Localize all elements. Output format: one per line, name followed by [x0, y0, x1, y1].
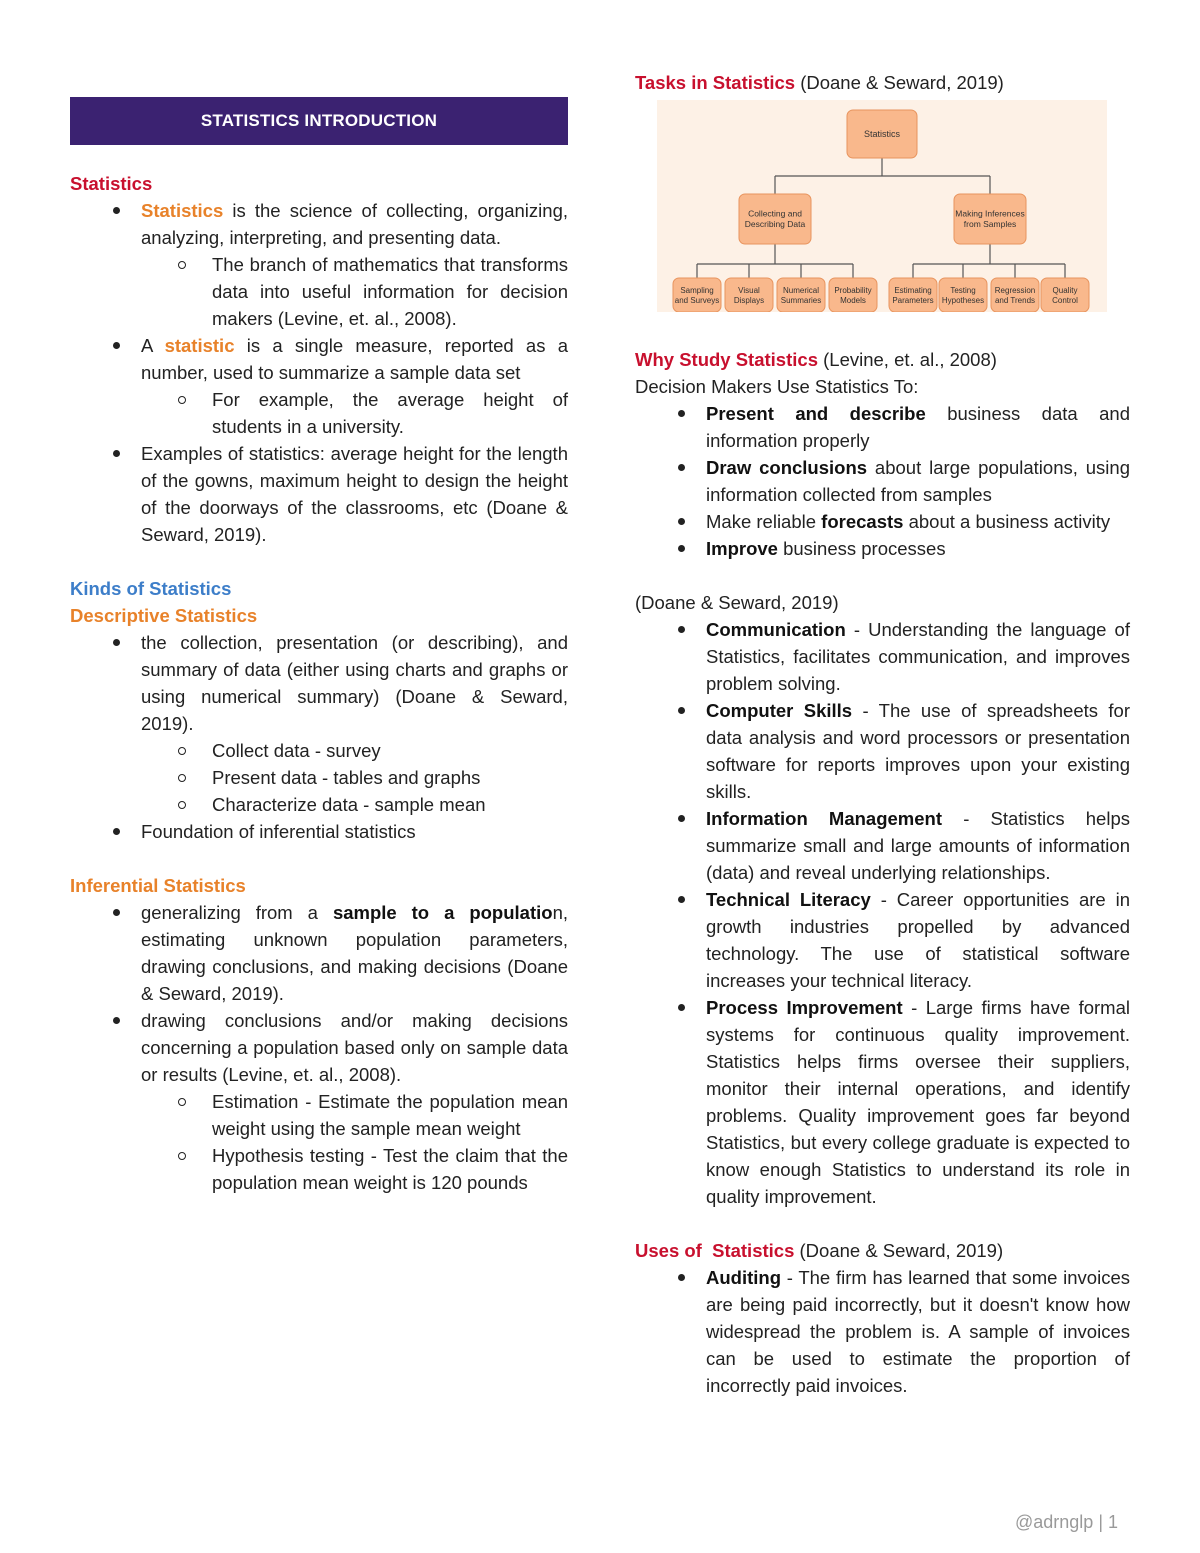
sub-item: Hypothesis testing - Test the claim that the population mean weight is 120 pounds	[70, 1142, 568, 1196]
keyword: Technical Literacy	[706, 889, 871, 910]
diagram-label: Quality	[1052, 285, 1078, 295]
list-item	[635, 1264, 1130, 1399]
diagram-label: Control	[1052, 295, 1078, 305]
item-text: about large populations, using information collected from samples	[706, 457, 1130, 505]
item-text: - The use of spreadsheets for data analysis and word processors or presentation software for reports improves upon your existing skills.	[706, 700, 1130, 802]
tasks-heading: Tasks in Statistics (Doane & Seward, 2019)	[635, 72, 1004, 93]
sub-list	[70, 251, 568, 332]
diagram-label: Statistics	[863, 129, 901, 140]
why-intro: Decision Makers Use Statistics To:	[635, 376, 919, 397]
diagram-label: Sampling	[680, 285, 714, 295]
keyword: Auditing	[706, 1267, 782, 1288]
uses-heading: Uses of Statistics (Doane & Seward, 2019)	[635, 1240, 1004, 1261]
item-text: is a single measure, reported as a number, used to summarize a sample data set	[141, 335, 568, 383]
sub-item: The branch of mathematics that transforms data into useful information for decision makers (Levine, et. al., 2008).	[70, 251, 568, 332]
right-column-body	[635, 346, 1130, 1399]
sub-item: Collect data - survey	[70, 737, 568, 764]
sub-list	[70, 1088, 568, 1196]
sub-item: Characterize data - sample mean	[70, 791, 568, 818]
item-text: A	[141, 335, 165, 356]
diagram-label: from Samples	[963, 219, 1017, 230]
diagram-root-box	[847, 110, 917, 158]
doane-citation: (Doane & Seward, 2019)	[635, 592, 839, 613]
diagram-branch-box	[954, 194, 1026, 244]
right-column	[635, 69, 1130, 96]
why-list	[635, 400, 1130, 562]
keyword: Process Improvement	[706, 997, 903, 1018]
item-text: business data and information properly	[706, 403, 1131, 451]
diagram-leaf-box	[1041, 278, 1089, 312]
citation: (Doane & Seward, 2019)	[795, 72, 1004, 93]
keyword: forecasts	[821, 511, 904, 532]
item-text: - Career opportunities are in growth industries propelled by advanced technology. The use of statistical software increases your technical literacy.	[706, 889, 1131, 991]
diagram-leaf-box	[829, 278, 877, 312]
list-item	[635, 400, 1130, 454]
kinds-heading: Kinds of Statistics	[70, 578, 232, 599]
keyword: Statistics	[141, 200, 224, 221]
list-item	[635, 535, 1130, 562]
sub-item: Present data - tables and graphs	[70, 764, 568, 791]
citation: (Levine, et. al., 2008)	[817, 349, 997, 370]
diagram-label: Models	[840, 295, 866, 305]
item-text: drawing conclusions and/or making decisions concerning a population based only on sample data or results (Levine, et. al., 2008).	[141, 1010, 568, 1085]
tasks-diagram-svg	[657, 100, 1107, 312]
list-item	[635, 508, 1130, 535]
diagram-leaf-box	[939, 278, 987, 312]
item-text: generalizing from a	[141, 902, 333, 923]
sub-list	[70, 737, 568, 818]
item-text: - Large firms have formal systems for continuous quality improvement. Statistics helps firms oversee their suppliers, monitor their internal operations, and identify problems. Quality improvement goes far beyond Statistics, but every college graduate is expected to know enough Statistics to understand its role in quality improvement.	[706, 997, 1130, 1207]
keyword: statistic	[164, 335, 235, 356]
descriptive-list	[70, 629, 568, 845]
diagram-label: Regression	[994, 285, 1036, 295]
citation: (Doane & Seward, 2019)	[794, 1240, 1004, 1261]
item-text: - Statistics helps summarize small and large amounts of information (data) and reveal underlying relationships.	[706, 808, 1130, 883]
diagram-leaf-box	[889, 278, 937, 312]
item-text: - The firm has learned that some invoices are being paid incorrectly, but it doesn't know how widespread the problem is. A sample of invoices can be used to estimate the proportion of incorrectly paid invoices.	[706, 1267, 1130, 1396]
list-item	[635, 697, 1130, 805]
diagram-label: and Trends	[994, 295, 1036, 305]
item-text: n, estimating unknown population parameters, drawing conclusions, and making decisions (Doane & Seward, 2019).	[141, 902, 568, 1004]
sub-list	[70, 386, 568, 440]
diagram-leaf-box	[991, 278, 1039, 312]
diagram-label: Estimating	[894, 285, 932, 295]
left-column	[70, 170, 568, 1196]
item-text: business processes	[777, 538, 946, 559]
list-item	[70, 629, 568, 818]
diagram-branch-box	[739, 194, 811, 244]
diagram-label: Parameters	[892, 295, 934, 305]
list-item	[635, 886, 1130, 994]
diagram-label: Summaries	[780, 295, 822, 305]
statistics-list	[70, 197, 568, 548]
list-item	[635, 454, 1130, 508]
list-item: Examples of statistics: average height for the length of the gowns, maximum height to design the height of the doorways of the classrooms, etc (Doane & Seward, 2019).	[70, 440, 568, 548]
keyword: sample to a populatio	[332, 902, 553, 923]
list-item	[70, 899, 568, 1007]
list-item	[635, 616, 1130, 697]
keyword: Computer Skills	[706, 700, 853, 721]
item-text: - Understanding the language of Statistics, facilitates communication, and improves problem solving.	[706, 619, 1130, 694]
diagram-label: and Surveys	[674, 295, 720, 305]
diagram-label: Visual	[738, 285, 760, 295]
list-item	[70, 197, 568, 332]
doane-list	[635, 616, 1130, 1210]
diagram-label: Collecting and	[748, 208, 802, 219]
title-banner: STATISTICS INTRODUCTION	[70, 97, 568, 145]
diagram-leaf-box	[777, 278, 825, 312]
diagram-label: Displays	[733, 295, 765, 305]
tasks-diagram	[657, 100, 1107, 312]
list-item	[635, 994, 1130, 1210]
diagram-label: Probability	[834, 285, 872, 295]
item-text: about a business activity	[903, 511, 1111, 532]
descriptive-heading: Descriptive Statistics	[70, 605, 258, 626]
keyword: Improve	[706, 538, 778, 559]
list-item	[70, 1007, 568, 1196]
diagram-leaf-box	[673, 278, 721, 312]
statistics-heading: Statistics	[70, 173, 153, 194]
diagram-label: Numerical	[782, 285, 820, 295]
keyword: Draw conclusions	[706, 457, 868, 478]
sub-item: For example, the average height of students in a university.	[70, 386, 568, 440]
sub-item: Estimation - Estimate the population mean weight using the sample mean weight	[70, 1088, 568, 1142]
diagram-label: Describing Data	[744, 219, 806, 230]
keyword: Information Management	[706, 808, 943, 829]
item-text: is the science of collecting, organizing, analyzing, interpreting, and presenting data.	[141, 200, 568, 248]
keyword: Present and describe	[706, 403, 926, 424]
diagram-label: Testing	[950, 285, 976, 295]
diagram-label: Hypotheses	[941, 295, 985, 305]
diagram-label: Making Inferences	[955, 208, 1025, 219]
keyword: Communication	[706, 619, 846, 640]
why-heading: Why Study Statistics (Levine, et. al., 2008)	[635, 349, 997, 370]
inferential-list	[70, 899, 568, 1196]
item-text: Make reliable	[706, 511, 822, 532]
uses-list	[635, 1264, 1130, 1399]
list-item	[70, 332, 568, 440]
diagram-leaf-box	[725, 278, 773, 312]
item-text: the collection, presentation (or describing), and summary of data (either using charts and graphs or using numerical summary) (Doane & Seward, 2019).	[141, 632, 568, 734]
list-item	[635, 805, 1130, 886]
list-item: Foundation of inferential statistics	[70, 818, 568, 845]
page-footer: @adrnglp | 1	[1015, 1512, 1119, 1532]
inferential-heading: Inferential Statistics	[70, 875, 246, 896]
